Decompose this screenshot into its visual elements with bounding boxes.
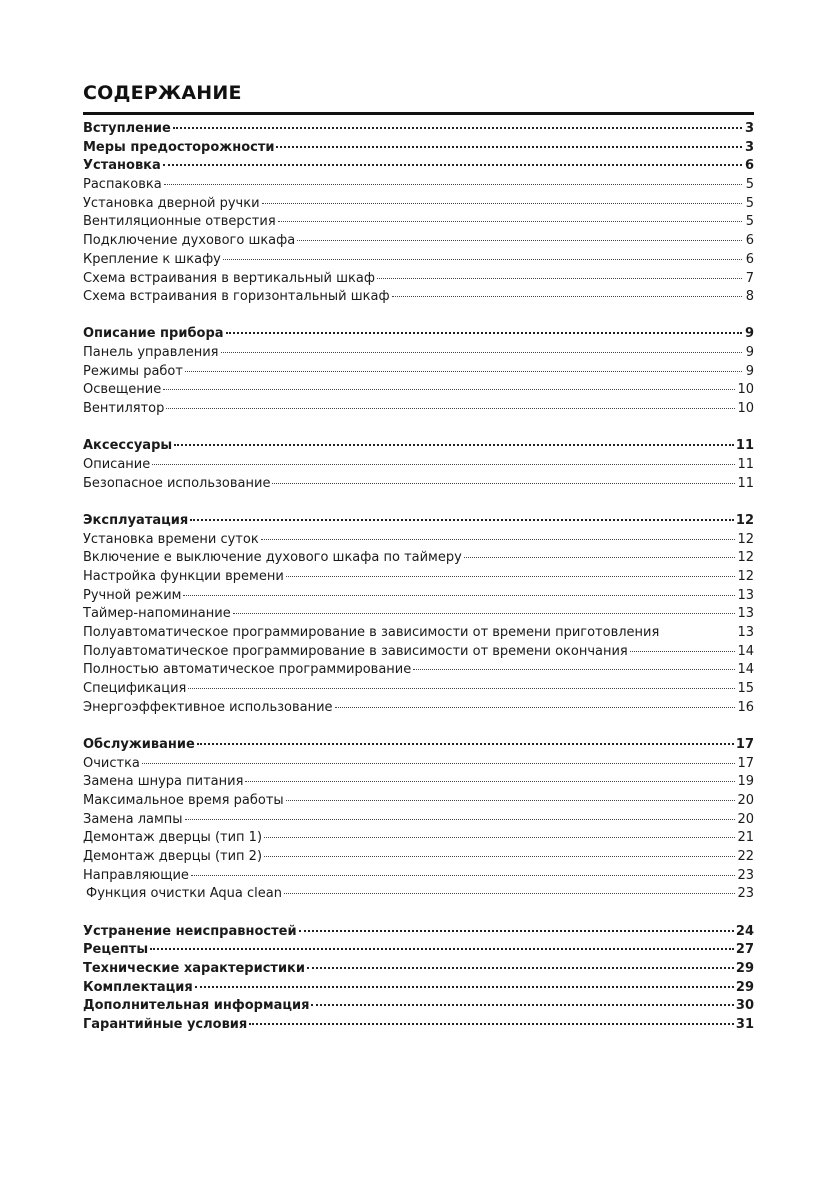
toc-entry-title: Меры предосторожности (83, 139, 275, 155)
dot-leader (377, 278, 742, 279)
toc-entry[interactable] (83, 531, 754, 550)
toc-entry[interactable] (83, 867, 754, 886)
toc-entry-page-number: 3 (744, 139, 754, 155)
toc-heading-entry[interactable] (83, 512, 754, 531)
toc-entry-title: Безопасное использование (83, 475, 271, 491)
toc-entry-page-number: 3 (744, 121, 754, 136)
toc-heading-entry[interactable] (83, 923, 754, 942)
toc-entry-page-number: 12 (737, 568, 754, 584)
dot-leader (190, 519, 734, 521)
toc-heading-entry[interactable] (83, 736, 754, 755)
toc-entry[interactable] (83, 848, 754, 867)
toc-entry-page-number: 10 (737, 401, 754, 417)
toc-entry-title: Полуавтоматическое программирование в зависимости от времени приготовления (83, 625, 660, 640)
toc-entry-page-number: 16 (737, 699, 754, 715)
toc-entry[interactable] (83, 885, 754, 904)
dot-leader (286, 576, 736, 577)
toc-entry[interactable] (83, 288, 754, 307)
toc-entry-title: Очистка (83, 755, 140, 771)
toc-entry-title: Аксессуары (83, 438, 173, 454)
dot-leader (150, 948, 734, 950)
table-of-contents (83, 80, 754, 1035)
dot-leader (174, 444, 734, 446)
toc-entry-page-number: 24 (735, 923, 754, 939)
toc-entry[interactable] (83, 400, 754, 419)
toc-entry[interactable] (83, 811, 754, 830)
toc-entry-page-number: 9 (745, 363, 754, 379)
toc-entry-title: Комплектация (83, 979, 193, 995)
dot-leader (297, 240, 742, 241)
toc-entry-title: Установка дверной ручки (83, 195, 260, 211)
toc-entry-page-number: 14 (737, 662, 754, 678)
toc-entry-page-number: 9 (745, 345, 754, 361)
toc-entry[interactable] (83, 699, 754, 718)
toc-entry-page-number: 6 (745, 251, 754, 267)
toc-entry-title: Описание (83, 457, 151, 472)
toc-entry[interactable] (83, 568, 754, 587)
dot-leader (195, 986, 734, 988)
toc-entry[interactable] (83, 232, 754, 251)
toc-entry[interactable] (83, 381, 754, 400)
toc-entry-title: Панель управления (83, 345, 219, 361)
toc-entry-page-number: 19 (737, 774, 754, 790)
dot-leader (245, 781, 735, 782)
toc-entry-title: Максимальное время работы (83, 793, 284, 808)
toc-entry-title: Полуавтоматическое программирование в зависимости от времени окончания (83, 643, 628, 659)
toc-entry-title: Устранение неисправностей (83, 923, 297, 939)
toc-entry[interactable] (83, 792, 754, 811)
toc-entry[interactable] (83, 270, 754, 289)
toc-entry[interactable] (83, 195, 754, 214)
toc-entry-page-number: 23 (737, 886, 754, 902)
toc-entry-page-number: 6 (745, 233, 754, 249)
toc-entry-title: Дополнительная информация (83, 998, 310, 1014)
toc-entry[interactable] (83, 661, 754, 680)
toc-entry-title: Рецепты (83, 942, 149, 958)
toc-entry-title: Энергоэффективное использование (83, 699, 333, 715)
toc-entry-page-number: 29 (735, 961, 754, 976)
toc-entry[interactable] (83, 251, 754, 270)
toc-section (83, 923, 754, 1035)
dot-leader (272, 483, 735, 484)
toc-section (83, 512, 754, 718)
dot-leader (163, 164, 742, 166)
dot-leader (261, 539, 736, 540)
toc-entry-page-number: 20 (737, 811, 754, 827)
toc-entry-page-number: 13 (737, 625, 754, 640)
toc-entry-title: Схема встраивания в вертикальный шкаф (83, 270, 375, 286)
dot-leader (262, 203, 742, 204)
dot-leader (299, 930, 734, 932)
toc-entry-page-number: 31 (735, 1017, 754, 1033)
toc-entry[interactable] (83, 456, 754, 475)
toc-entry[interactable] (83, 475, 754, 494)
toc-entry[interactable] (83, 605, 754, 624)
dot-leader (185, 819, 736, 820)
toc-entry-page-number: 17 (735, 736, 754, 752)
dot-leader (183, 595, 735, 596)
toc-entry-page-number: 27 (735, 942, 754, 958)
toc-entry-page-number: 23 (737, 867, 754, 883)
toc-entry-title: Схема встраивания в горизонтальный шкаф (83, 289, 390, 305)
toc-entry-title: Установка (83, 158, 161, 174)
dot-leader (630, 651, 736, 652)
toc-entry-title: Демонтаж дверцы (тип 2) (83, 849, 263, 865)
toc-entry-title: Эксплуатация (83, 512, 189, 528)
toc-heading-entry[interactable] (83, 157, 754, 176)
toc-heading-entry[interactable] (83, 325, 754, 344)
toc-entry-title: Гарантийные условия (83, 1017, 248, 1033)
toc-heading-entry[interactable] (83, 120, 754, 139)
toc-entry[interactable] (83, 773, 754, 792)
toc-entry-page-number: 30 (735, 998, 754, 1014)
toc-entry-title: Замена шнура питания (83, 774, 244, 790)
toc-heading-entry[interactable] (83, 979, 754, 998)
dot-leader (286, 800, 736, 801)
toc-entry-page-number: 10 (737, 382, 754, 398)
toc-heading-entry[interactable] (83, 437, 754, 456)
toc-entry-title: Подключение духового шкафа (83, 233, 296, 249)
toc-entry[interactable] (83, 755, 754, 774)
toc-entry-page-number: 21 (737, 830, 754, 846)
toc-entry[interactable] (83, 549, 754, 568)
toc-entry[interactable] (83, 587, 754, 606)
dot-leader (223, 259, 742, 260)
toc-entry-page-number: 20 (737, 793, 754, 808)
toc-entry[interactable] (83, 680, 754, 699)
toc-entry-title: Направляющие (83, 867, 189, 883)
toc-entry-title: Таймер-напоминание (83, 606, 231, 622)
toc-entry-page-number: 5 (745, 214, 754, 230)
toc-entry-page-number: 5 (745, 195, 754, 211)
dot-leader (197, 743, 734, 745)
toc-heading-entry[interactable] (83, 139, 754, 158)
dot-leader (249, 1023, 734, 1025)
dot-leader (311, 1004, 733, 1006)
toc-entry-title: Функция очистки Aqua clean (86, 886, 282, 902)
dot-leader (464, 557, 736, 558)
toc-entry-page-number: 11 (737, 475, 754, 491)
toc-entry-page-number: 11 (737, 457, 754, 472)
toc-entry-title: Полностью автоматическое программирование (83, 662, 412, 678)
toc-entry-page-number: 11 (735, 438, 754, 454)
toc-heading-entry[interactable] (83, 1016, 754, 1035)
toc-entry[interactable] (83, 624, 754, 643)
toc-entry-page-number: 17 (737, 755, 754, 771)
dot-leader (335, 707, 736, 708)
toc-entry-page-number: 7 (745, 270, 754, 286)
toc-entry-title: Распаковка (83, 177, 162, 193)
toc-entry[interactable] (83, 176, 754, 195)
dot-leader (276, 146, 742, 148)
toc-entry[interactable] (83, 363, 754, 382)
dot-leader (264, 837, 735, 838)
dot-leader (307, 967, 734, 969)
dot-leader (264, 856, 735, 857)
dot-leader (163, 389, 735, 390)
title-underline (83, 112, 754, 115)
dot-leader (278, 221, 742, 222)
toc-heading-entry[interactable] (83, 941, 754, 960)
dot-leader (173, 127, 742, 129)
toc-heading-entry[interactable] (83, 960, 754, 979)
toc-entry-title: Режимы работ (83, 363, 183, 379)
toc-entry-page-number: 12 (737, 550, 754, 566)
toc-entry-title: Крепление к шкафу (83, 251, 221, 267)
toc-entry-page-number: 6 (744, 158, 754, 174)
toc-entry[interactable] (83, 213, 754, 232)
toc-entry-title: Замена лампы (83, 811, 183, 827)
toc-entry-page-number: 12 (735, 512, 754, 528)
toc-entry-page-number: 9 (744, 326, 754, 342)
dot-leader (221, 352, 743, 353)
toc-entry-title: Включение е выключение духового шкафа по таймеру (83, 550, 462, 566)
toc-entry-page-number: 12 (737, 531, 754, 547)
toc-entry-page-number: 8 (745, 289, 754, 305)
toc-entry-title: Демонтаж дверцы (тип 1) (83, 830, 263, 846)
dot-leader (142, 763, 736, 764)
toc-entry-title: Обслуживание (83, 736, 195, 752)
toc-entry-title: Вентилятор (83, 401, 165, 417)
toc-entry-title: Описание прибора (83, 326, 224, 342)
toc-entry-title: Вентиляционные отверстия (83, 214, 276, 230)
toc-entry-title: Ручной режим (83, 587, 182, 603)
toc-entry[interactable] (83, 344, 754, 363)
toc-heading-entry[interactable] (83, 997, 754, 1016)
toc-entry-page-number: 5 (745, 177, 754, 193)
toc-entry-title: Спецификация (83, 681, 187, 697)
toc-entry[interactable] (83, 643, 754, 662)
toc-entry-title: Технические характеристики (83, 961, 305, 976)
toc-entry-page-number: 15 (737, 681, 754, 697)
dot-leader (185, 371, 742, 372)
toc-entry[interactable] (83, 829, 754, 848)
toc-entry-title: Настройка функции времени (83, 568, 284, 584)
toc-entry-title: Установка времени суток (83, 531, 259, 547)
dot-leader (152, 464, 735, 465)
dot-leader (188, 688, 735, 689)
toc-section (83, 437, 754, 493)
toc-entry-page-number: 22 (737, 849, 754, 865)
dot-leader (164, 184, 742, 185)
dot-leader (191, 875, 736, 876)
dot-leader (233, 613, 736, 614)
toc-entry-page-number: 14 (737, 643, 754, 659)
toc-entry-page-number: 29 (735, 979, 754, 995)
toc-entry-page-number: 13 (737, 587, 754, 603)
toc-section (83, 736, 754, 904)
dot-leader (166, 408, 735, 409)
toc-section (83, 325, 754, 418)
toc-entry-title: Освещение (83, 382, 162, 398)
toc-entry-title: Вступление (83, 121, 171, 136)
dot-leader (413, 669, 735, 670)
toc-list (83, 120, 754, 1035)
dot-leader (226, 332, 742, 334)
page-title: СОДЕРЖАНИЕ (83, 82, 242, 104)
dot-leader (284, 893, 736, 894)
toc-entry-page-number: 13 (737, 606, 754, 622)
dot-leader (392, 296, 742, 297)
toc-section (83, 120, 754, 307)
